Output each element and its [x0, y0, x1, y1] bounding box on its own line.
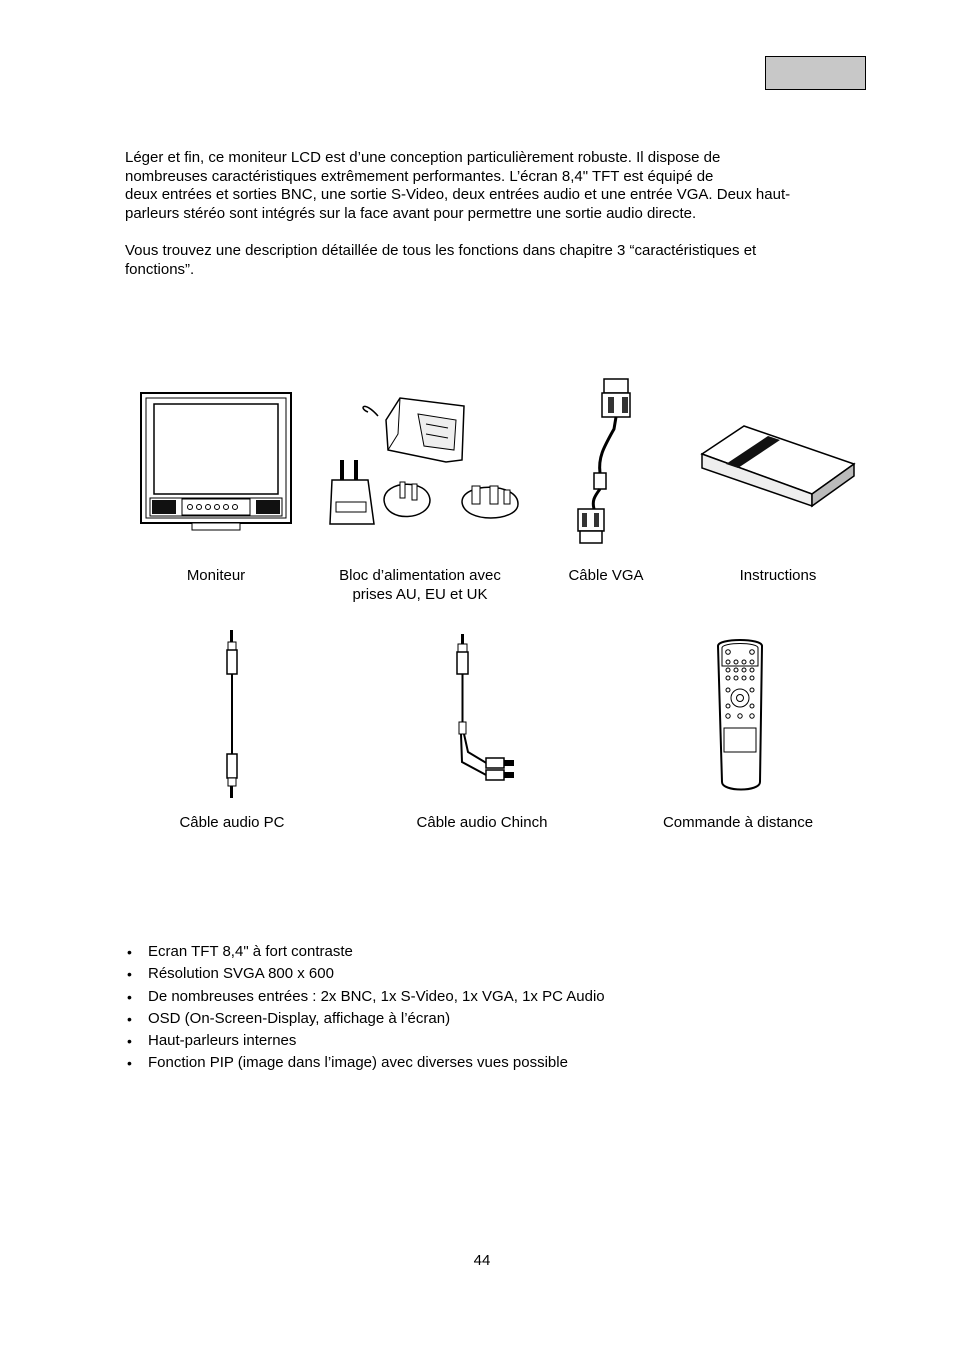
caption-manual — [708, 566, 848, 585]
power-adapter-icon — [328, 390, 523, 530]
intro-line: Léger et fin, ce moniteur LCD est d’une conception particulièrement robuste. Il dispose de — [125, 149, 721, 166]
monitor-icon — [140, 392, 292, 532]
language-tab — [765, 56, 866, 90]
remote-control-icon — [712, 636, 768, 792]
reference-line: fonctions”. — [125, 260, 195, 278]
caption-pc-audio-cable — [152, 813, 312, 832]
intro-paragraph — [125, 149, 845, 223]
caption-line: Instructions — [739, 567, 817, 584]
list-item: • Ecran TFT 8,4" à fort contraste — [125, 941, 605, 963]
intro-line: deux entrées et sorties BNC, une sortie S-Video, deux entrées audio et une entrée VGA. Deux haut- — [125, 186, 791, 203]
list-item: • Haut-parleurs internes — [125, 1030, 605, 1052]
caption-remote-control — [648, 813, 828, 832]
vga-cable-icon — [574, 377, 638, 547]
intro-line: parleurs stéréo sont intégrés sur la face avant pour permettre une sortie audio directe. — [125, 204, 697, 222]
caption-line: Commande à distance — [662, 814, 814, 831]
reference-line: Vous trouvez une description détaillée de tous les fonctions dans chapitre 3 “caractéristiques et — [125, 242, 757, 259]
caption-power-adapter — [320, 566, 520, 604]
list-item: • Fonction PIP (image dans l’image) avec diverses vues possible — [125, 1052, 605, 1074]
caption-line: Câble VGA — [568, 567, 644, 584]
caption-line: Moniteur — [186, 567, 246, 584]
page-number: 44 — [473, 1252, 491, 1269]
caption-line: prises AU, EU et UK — [352, 586, 488, 603]
caption-vga-cable — [546, 566, 666, 585]
feature-list — [125, 941, 605, 1075]
caption-line: Bloc d’alimentation avec — [339, 567, 501, 584]
list-item: • De nombreuses entrées : 2x BNC, 1x S-Video, 1x VGA, 1x PC Audio — [125, 986, 605, 1008]
list-item: • Résolution SVGA 800 x 600 — [125, 963, 605, 985]
caption-line: Câble audio Chinch — [416, 814, 548, 831]
caption-line: Câble audio PC — [179, 814, 285, 831]
list-item: • OSD (On-Screen-Display, affichage à l’écran) — [125, 1008, 605, 1030]
cinch-audio-cable-icon — [452, 634, 518, 790]
intro-line: nombreuses caractéristiques extrêmement performantes. L’écran 8,4" TFT est équipé de — [125, 167, 714, 185]
caption-monitor — [146, 566, 286, 585]
caption-cinch-audio-cable — [392, 813, 572, 832]
pc-audio-cable-icon — [222, 630, 242, 798]
manual-icon — [700, 424, 856, 508]
reference-paragraph — [125, 242, 845, 279]
